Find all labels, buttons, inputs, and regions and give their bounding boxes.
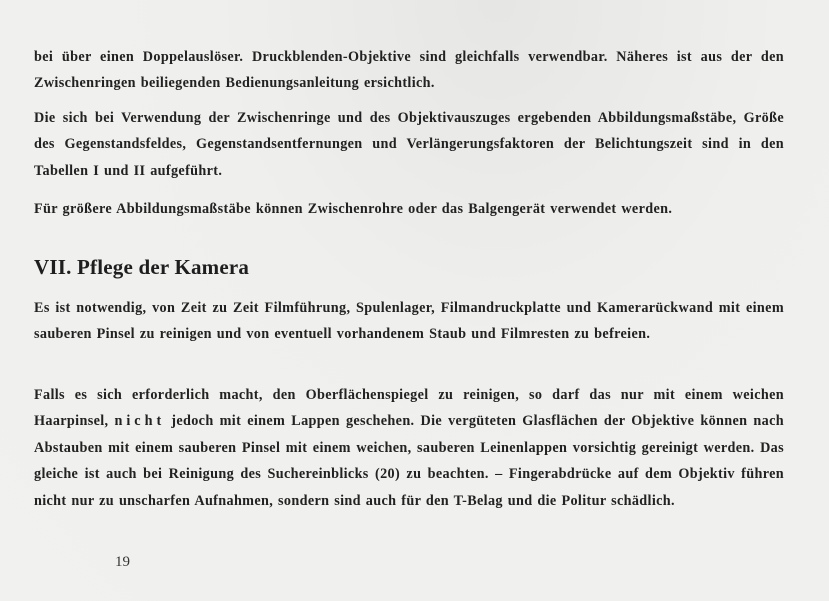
paragraph-mirror-cleaning [34,382,784,514]
emphasis-nicht: nicht [114,413,166,430]
page-number: 19 [115,554,130,570]
paragraph-mirror-cleaning-end: jedoch mit einem Lappen geschehen. Die vergüteten Glasflächen der Objektive können nach Abstauben mit einem sauberen Pinsel mit einem weichen, sauberen Leinenlappen vorsichtig gereinigt werden. Das gleiche ist auch bei Reinigung des Suchereinblicks (20) zu beachten. – Fingerabdrücke auf dem Objektiv führen nicht nur zu unscharfen Aufnahmen, sondern sind auch für den T-Belag und die Politur schädlich. [34,413,785,509]
paragraph-intro: bei über einen Doppelauslöser. Druckblenden-Objektive sind gleichfalls verwendbar. Näheres ist aus der den Zwischenringen beiliegenden Bedienungsanleitung ersichtlich. [34,49,784,92]
paragraph-extension-tubes: Für größere Abbildungsmaßstäbe können Zwischenrohre oder das Balgengerät verwendet werden. [34,201,673,217]
section-heading: VII. Pflege der Kamera [34,255,250,279]
paragraph-magnification: Die sich bei Verwendung der Zwischenringe und des Objektivauszuges ergebenden Abbildungsmaßstäbe, Größe des Gegenstandsfeldes, Gegenstandsentfernungen und Verlängerungsfaktoren der Belichtungszeit sind in den Tabellen I und II aufgeführt. [34,110,784,179]
paragraph-mirror-cleaning-start: Falls es sich erforderlich macht, den Oberflächenspiegel zu reinigen, so darf das nur mit einem weichen Haarpinsel, [34,387,784,430]
paragraph-camera-cleaning: Es ist notwendig, von Zeit zu Zeit Filmführung, Spulenlager, Filmandruckplatte und Kamerarückwand mit einem sauberen Pinsel zu reinigen und von eventuell vorhandenem Staub und Filmresten zu befreien. [34,300,784,343]
